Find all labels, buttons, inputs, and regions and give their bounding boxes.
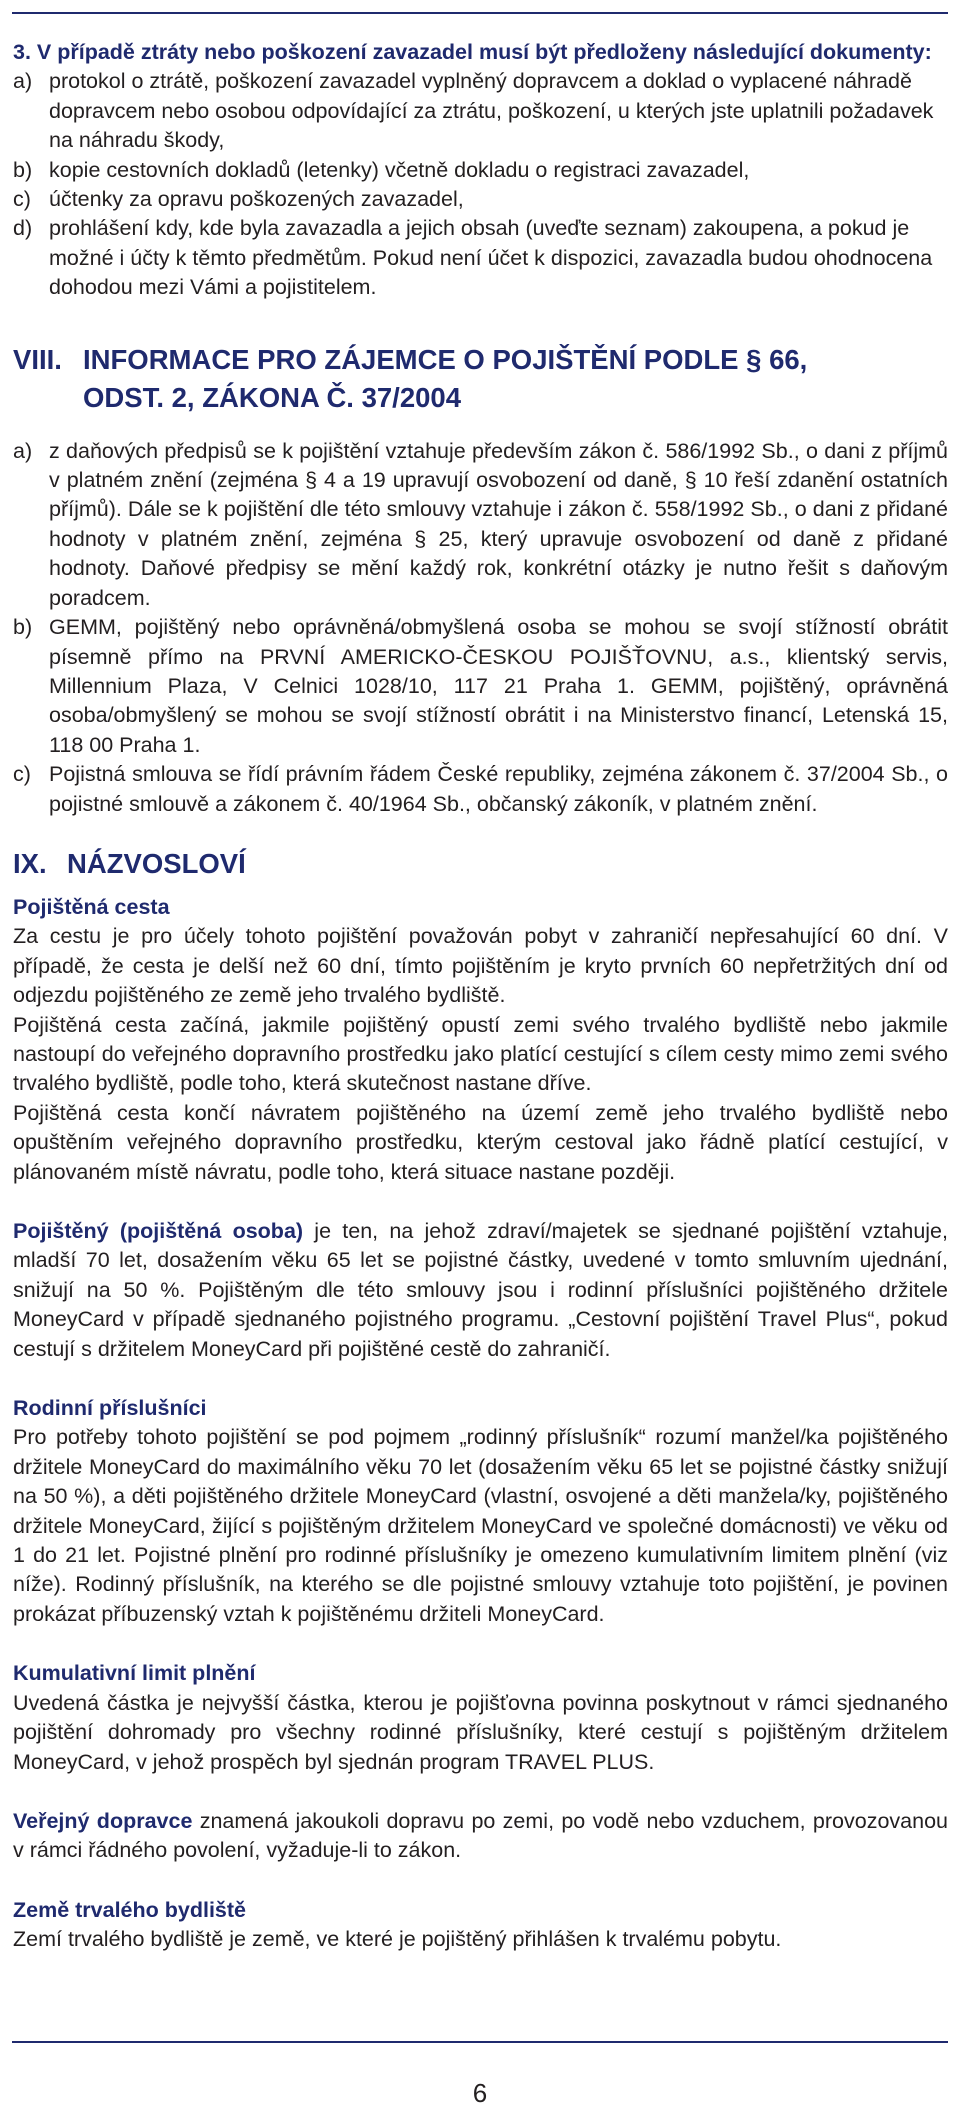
list-item-text: protokol o ztrátě, poškození zavazadel vyplněný dopravcem a doklad o vyplacené náhradě dopravcem nebo osobou odpovídající za ztrátu, poškození, u kterých jste uplatnili požadavek na náhradu škody, [49, 69, 934, 153]
insured-trip-paragraph: Za cestu je pro účely tohoto pojištění považován pobyt v zahraničí nepřesahující 60 dní. V případě, že cesta je delší než 60 dní, tímto pojištěním je kryto prvních 60 nepřetržitých dní od odjezdu pojištěného ze země jeho trvalého bydliště. [13, 924, 948, 1008]
section-8-list [13, 437, 948, 819]
section-8-title-line2: ODST. 2, ZÁKONA Č. 37/2004 [83, 381, 461, 413]
family-members-paragraph: Pro potřeby tohoto pojištění se pod pojmem „rodinný příslušník“ rozumí manžel/ka pojištěného držitele MoneyCard do maximálního věku 70 let (dosažením věku 65 let se pojistné částky snižují na 50 %), a děti pojištěného držitele MoneyCard (vlastní, osvojené a děti manžela/ky, pojištěného držitele MoneyCard, žijící s pojištěným držitelem MoneyCard ve společné domácnosti) ve věku od 1 do 21 let. Pojistné plnění pro rodinné příslušníky je omezeno kumulativním limitem plnění (viz níže). Rodinný příslušník, na kterého se dle pojistné smlouvy vztahuje toto pojištění, je povinen prokázat příbuzenský vztah k pojištěnému držiteli MoneyCard. [13, 1425, 948, 1626]
list-item-text: GEMM, pojištěný nebo oprávněná/obmyšlená osoba se mohou se svojí stížností obrátit písemně přímo na PRVNÍ AMERICKO-ČESKOU POJIŠŤOVNU, a.s., klientský servis, Millennium Plaza, V Celnici 1028/10, 117 21 Praha 1. GEMM, pojištěný, oprávněná osoba/obmyšlený se mohou se svojí stížností obrátit i na Ministerstvo financí, Letenská 15, 118 00 Praha 1. [49, 615, 948, 757]
list-item-text: účtenky za opravu poškozených zavazadel, [49, 187, 464, 212]
list-item: a) protokol o ztrátě, poškození zavazadel vyplněný dopravcem a doklad o vyplacené náhradě dopravcem nebo osobou odpovídající za ztrátu, poškození, u kterých jste uplatnili požadavek na náhradu škody, [13, 67, 948, 155]
page-number: 6 [472, 2078, 488, 2108]
section-9-number: IX. [13, 847, 47, 879]
section-9-title: NÁZVOSLOVÍ [67, 847, 246, 879]
cumulative-limit-paragraph: Uvedená částka je nejvyšší částka, kterou je pojišťovna povinna poskytnout v rámci sjednaného pojištění dohromady pro všechny rodinné příslušníky, které cestují s pojištěným držitelem MoneyCard, v jehož prospěch byl sjednán program TRAVEL PLUS. [13, 1690, 948, 1774]
section-8-title-line1: INFORMACE PRO ZÁJEMCE O POJIŠTĚNÍ PODLE § 66, [83, 343, 808, 375]
public-carrier-paragraph: Veřejný dopravce znamená jakoukoli dopravu po zemi, po vodě nebo vzduchem, provozovanou v rámci řádného povolení, vyžaduje-li to zákon. [13, 1808, 948, 1863]
section-8-heading [13, 341, 948, 417]
family-members-heading: Rodinní příslušníci [13, 1396, 207, 1421]
section-3-title: 3. V případě ztráty nebo poškození zavazadel musí být předloženy následující dokumenty: [13, 40, 932, 64]
list-item: c) Pojistná smlouva se řídí právním řádem České republiky, zejména zákonem č. 37/2004 Sb., o pojistné smlouvě a zákonem č. 40/1964 Sb., občanský zákoník, v platném znění. [13, 760, 948, 819]
list-item-text: z daňových předpisů se k pojištění vztahuje především zákon č. 586/1992 Sb., o dani z příjmů v platném znění (zejména § 4 a 19 upravují osvobození od daně, § 10 řeší zdanění ostatních příjmů). Dále se k pojištění dle této smlouvy vztahuje i zákon č. 558/1992 Sb., o dani z přidané hodnoty v platném znění, zejména § 25, který upravuje osvobození od daně z přidané hodnoty. Daňové předpisy se mění každý rok, konkrétní otázky je nutno řešit s daňovým poradcem. [49, 438, 948, 610]
list-item: b) GEMM, pojištěný nebo oprávněná/obmyšlená osoba se mohou se svojí stížností obrátit písemně přímo na PRVNÍ AMERICKO-ČESKOU POJIŠŤOVNU, a.s., klientský servis, Millennium Plaza, V Celnici 1028/10, 117 21 Praha 1. GEMM, pojištěný, oprávněná osoba/obmyšlený se mohou se svojí stížností obrátit i na Ministerstvo financí, Letenská 15, 118 00 Praha 1. [13, 613, 948, 760]
insured-person-paragraph: Pojištěný (pojištěná osoba) je ten, na jehož zdraví/majetek se sjednané pojištění vztahuje, mladší 70 let, dosažením věku 65 let se pojistné částky, uvedené v tomto smluvním ujednání, snižují na 50 %. Pojištěným dle této smlouvy jsou i rodinní příslušníci pojištěného držitele MoneyCard v případě sjednaného pojistného programu. „Cestovní pojištění Travel Plus“, pokud cestují s držitelem MoneyCard při pojištěné cestě do zahraničí. [13, 1219, 948, 1361]
residence-country-paragraph: Zemí trvalého bydliště je země, ve které je pojištěný přihlášen k trvalému pobytu. [13, 1927, 782, 1952]
list-item: b) kopie cestovních dokladů (letenky) včetně dokladu o registraci zavazadel, [13, 156, 948, 185]
insured-trip-paragraph: Pojištěná cesta začíná, jakmile pojištěný opustí zemi svého trvalého bydliště nebo jakmile nastoupí do veřejného dopravního prostředku jako platící cestující s cílem cesty mimo zemi svého trvalého bydliště, podle toho, která skutečnost nastane dříve. [13, 1012, 948, 1096]
residence-country-heading: Země trvalého bydliště [13, 1897, 246, 1922]
section-3-list [13, 67, 948, 302]
public-carrier-term: Veřejný dopravce [13, 1808, 193, 1833]
section-9-heading [13, 845, 948, 883]
cumulative-limit-heading: Kumulativní limit plnění [13, 1661, 256, 1686]
list-item: c) účtenky za opravu poškozených zavazadel, [13, 185, 948, 214]
section-8-number: VIII. [13, 343, 62, 375]
insured-trip-heading: Pojištěná cesta [13, 894, 170, 919]
list-item: d) prohlášení kdy, kde byla zavazadla a jejich obsah (uveďte seznam) zakoupena, a pokud je možné i účty k těmto předmětům. Pokud není účet k dispozici, zavazadla budou ohodnocena dohodou mezi Vámi a pojistitelem. [13, 214, 948, 302]
page-content [13, 38, 948, 1955]
list-item-text: prohlášení kdy, kde byla zavazadla a jejich obsah (uveďte seznam) zakoupena, a pokud je možné i účty k těmto předmětům. Pokud není účet k dispozici, zavazadla budou ohodnocena dohodou mezi Vámi a pojistitelem. [49, 216, 933, 300]
list-item-text: Pojistná smlouva se řídí právním řádem České republiky, zejména zákonem č. 37/2004 Sb., o pojistné smlouvě a zákonem č. 40/1964 Sb., občanský zákoník, v platném znění. [49, 762, 948, 816]
bottom-rule [12, 2041, 948, 2043]
list-item-text: kopie cestovních dokladů (letenky) včetně dokladu o registraci zavazadel, [49, 157, 750, 182]
list-item: a) z daňových předpisů se k pojištění vztahuje především zákon č. 586/1992 Sb., o dani z příjmů v platném znění (zejména § 4 a 19 upravují osvobození od daně, § 10 řeší zdanění ostatních příjmů). Dále se k pojištění dle této smlouvy vztahuje i zákon č. 558/1992 Sb., o dani z přidané hodnoty v platném znění, zejména § 25, který upravuje osvobození od daně z přidané hodnoty. Daňové předpisy se mění každý rok, konkrétní otázky je nutno řešit s daňovým poradcem. [13, 437, 948, 613]
top-rule [12, 12, 948, 14]
insured-trip-paragraph: Pojištěná cesta končí návratem pojištěného na území země jeho trvalého bydliště nebo opuštěním veřejného dopravního prostředku, kterým cestoval jako řádně platící cestující, v plánovaném místě návratu, podle toho, která situace nastane později. [13, 1100, 948, 1184]
insured-person-term: Pojištěný (pojištěná osoba) [13, 1219, 304, 1243]
